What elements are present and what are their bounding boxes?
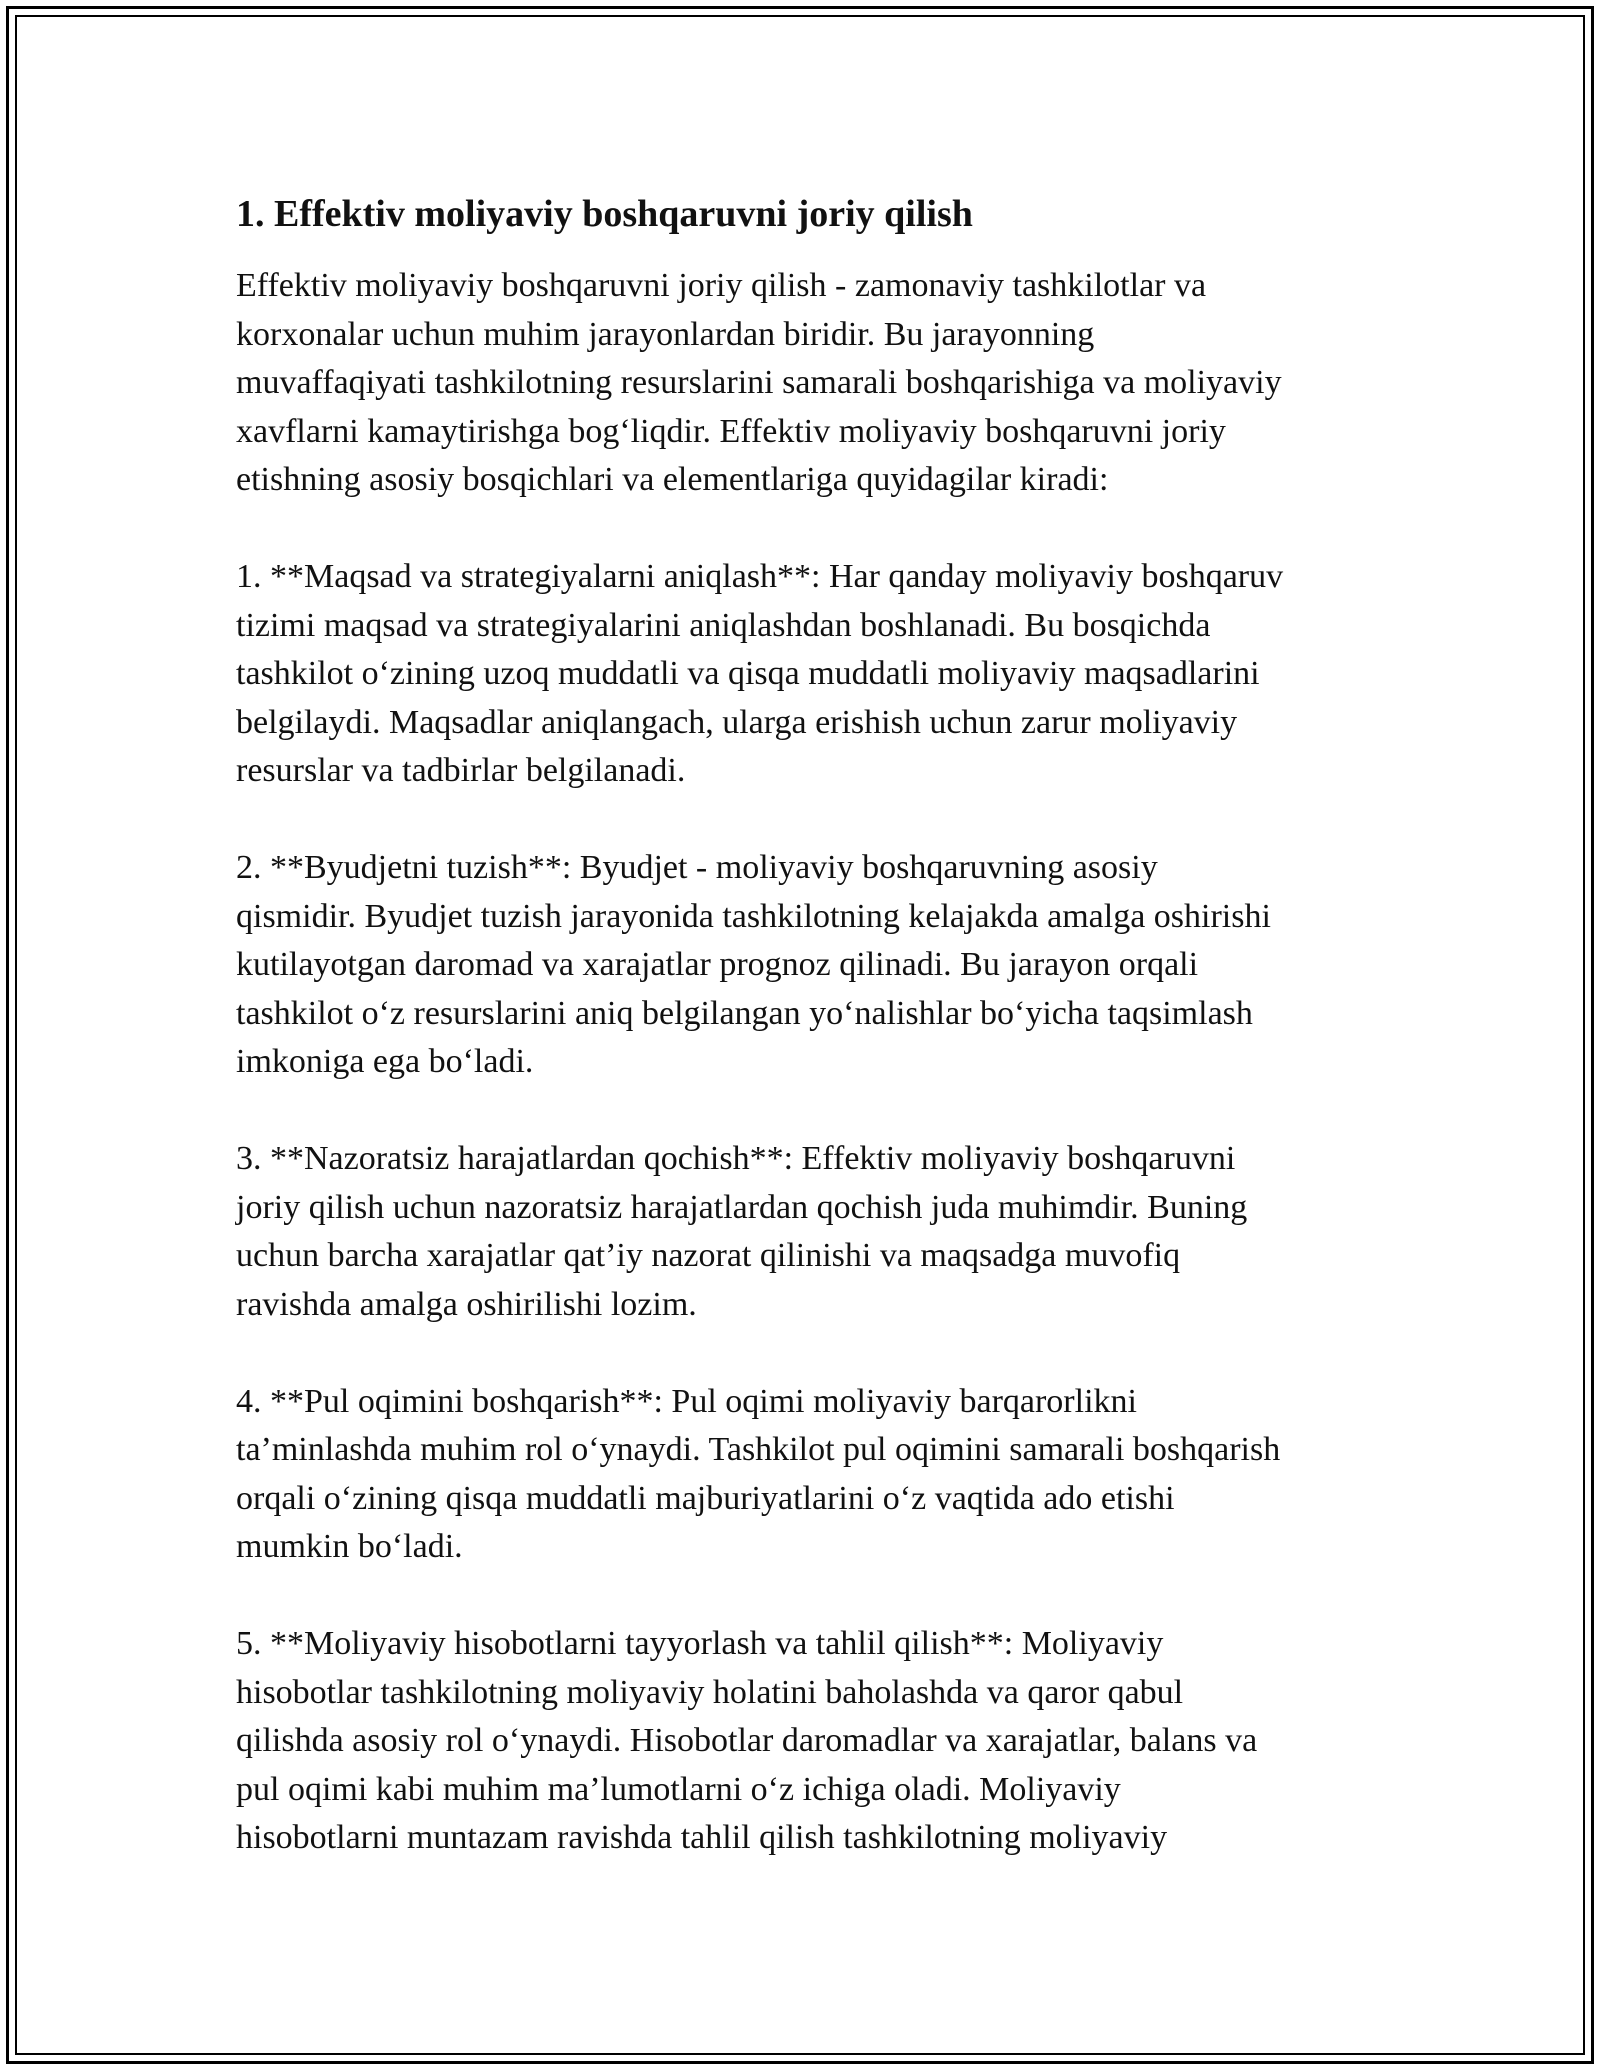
paragraph-line: qilishda asosiy rol o‘ynaydi. Hisobotlar daromadlar va xarajatlar, balans va [236, 1722, 1258, 1759]
paragraph-line: 5. **Moliyaviy hisobotlarni tayyorlash va tahlil qilish**: Moliyaviy [236, 1625, 1164, 1662]
paragraph-line: tizimi maqsad va strategiyalarini aniqlashdan boshlanadi. Bu bosqichda [236, 606, 1211, 644]
paragraph-line: mumkin bo‘ladi. [236, 1528, 463, 1565]
paragraph-line: xavflarni kamaytirishga bog‘liqdir. Effektiv moliyaviy boshqaruvni joriy [236, 412, 1226, 450]
paragraph-line: 3. **Nazoratsiz harajatlardan qochish**: Effektiv moliyaviy boshqaruvni [236, 1140, 1236, 1177]
paragraph-line: kutilayotgan daromad va xarajatlar prognoz qilinadi. Bu jarayon orqali [236, 946, 1199, 983]
paragraph-line: orqali o‘zining qisqa muddatli majburiyatlarini o‘z vaqtida ado etishi [236, 1479, 1175, 1517]
paragraph-line: hisobotlar tashkilotning moliyaviy holatini baholashda va qaror qabul [236, 1673, 1184, 1711]
list-item-5 [236, 1620, 1386, 1863]
list-item-3 [236, 1135, 1386, 1329]
paragraph-line: resurslar va tadbirlar belgilanadi. [236, 752, 686, 789]
document-heading: 1. Effektiv moliyaviy boshqaruvni joriy qilish [236, 193, 973, 235]
paragraph-line: tashkilot o‘zining uzoq muddatli va qisqa muddatli moliyaviy maqsadlarini [236, 655, 1260, 692]
paragraph-line: Effektiv moliyaviy boshqaruvni joriy qilish - zamonaviy tashkilotlar va [236, 267, 1207, 304]
list-item-2 [236, 844, 1386, 1087]
paragraph-line: 2. **Byudjetni tuzish**: Byudjet - moliyaviy boshqaruvning asosiy [236, 849, 1158, 886]
paragraph-line: korxonalar uchun muhim jarayonlardan biridir. Bu jarayonning [236, 315, 1095, 353]
paragraph-line: muvaffaqiyati tashkilotning resurslarini samarali boshqarishiga va moliyaviy [236, 364, 1282, 401]
paragraph-line: joriy qilish uchun nazoratsiz harajatlardan qochish juda muhimdir. Buning [236, 1188, 1248, 1226]
list-item-1 [236, 553, 1386, 796]
paragraph-line: hisobotlarni muntazam ravishda tahlil qilish tashkilotning moliyaviy [236, 1819, 1168, 1856]
paragraph-line: pul oqimi kabi muhim ma’lumotlarni o‘z ichiga oladi. Moliyaviy [236, 1770, 1121, 1808]
document-body [236, 188, 1386, 1911]
paragraph-line: uchun barcha xarajatlar qat’iy nazorat qilinishi va maqsadga muvofiq [236, 1237, 1181, 1274]
paragraph-line: 4. **Pul oqimini boshqarish**: Pul oqimi moliyaviy barqarorlikni [236, 1382, 1137, 1420]
paragraph-line: imkoniga ega bo‘ladi. [236, 1043, 534, 1080]
paragraph-line: qismidir. Byudjet tuzish jarayonida tashkilotning kelajakda amalga oshirishi [236, 897, 1271, 935]
paragraph-line: 1. **Maqsad va strategiyalarni aniqlash**: Har qanday moliyaviy boshqaruv [236, 558, 1284, 595]
paragraph-line: ta’minlashda muhim rol o‘ynaydi. Tashkilot pul oqimini samarali boshqarish [236, 1431, 1281, 1468]
paragraph-line: ravishda amalga oshirilishi lozim. [236, 1285, 697, 1323]
paragraph-line: tashkilot o‘z resurslarini aniq belgilangan yo‘nalishlar bo‘yicha taqsimlash [236, 994, 1253, 1032]
paragraph-line: etishning asosiy bosqichlari va elementlariga quyidagilar kiradi: [236, 461, 1109, 498]
intro-paragraph [236, 262, 1386, 505]
paragraph-line: belgilaydi. Maqsadlar aniqlangach, ularga erishish uchun zarur moliyaviy [236, 703, 1238, 741]
list-item-4 [236, 1378, 1386, 1572]
